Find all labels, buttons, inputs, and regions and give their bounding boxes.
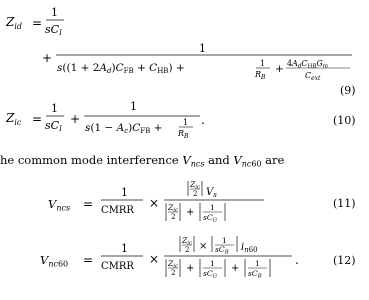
svg-text:+: +	[70, 112, 81, 126]
svg-text:=: =	[83, 197, 94, 211]
svg-text:1: 1	[199, 42, 206, 55]
svg-text:1: 1	[51, 102, 58, 115]
equation-12	[40, 236, 356, 280]
svg-text:.: .	[201, 113, 205, 127]
svg-text:Vnc60: $V_{nc}60$	[40, 253, 69, 269]
body-sentence	[0, 153, 285, 169]
equation-12-number: (12)	[333, 254, 356, 267]
svg-text:+: +	[186, 263, 195, 274]
svg-text:1: 1	[51, 6, 58, 19]
svg-text:2: 2	[171, 213, 176, 221]
svg-text:Zic: $Z_{ic}$	[182, 236, 193, 247]
svg-text:s(1 − Ac)CFB +: s(1 − Ac)CFB +	[85, 122, 163, 135]
svg-text:2: 2	[193, 190, 198, 198]
svg-text:2: 2	[171, 269, 176, 277]
svg-text:Zic: $Z_{ic}$	[6, 111, 22, 127]
svg-text:CMRR: CMRR	[101, 261, 134, 272]
svg-text:in60: $i_n60$	[241, 242, 258, 254]
svg-text:1: 1	[210, 259, 215, 268]
svg-text:Zic: $Z_{ic}$	[190, 180, 201, 191]
svg-text:sCG: $sC_G$	[203, 269, 217, 280]
svg-text:.: .	[295, 253, 299, 267]
svg-text:1: 1	[130, 100, 137, 113]
svg-text:Zic: $Z_{ic}$	[168, 259, 179, 270]
svg-text:Zic: $Z_{ic}$	[168, 203, 179, 214]
svg-text:RB: $R_B$	[255, 70, 266, 81]
equation-11-number: (11)	[333, 197, 356, 210]
svg-text:1: 1	[121, 242, 128, 255]
svg-text:×: ×	[149, 196, 160, 210]
svg-text:+: +	[186, 207, 195, 218]
svg-text:sCI: sCI	[45, 23, 62, 37]
svg-text:s((1 + 2Ad)CFB + CHB) +: s((1 + 2Ad)CFB + CHB) +	[57, 62, 185, 75]
svg-text:2: 2	[185, 246, 190, 254]
equation-9	[5, 6, 356, 97]
svg-text:Zid: $Z_{id}$	[6, 15, 23, 31]
svg-text:he common mode interference Vn: he common mode interference $V_{ncs}$ and $V_{nc}60$ are	[0, 153, 285, 169]
svg-text:Vncs: $V_{ncs}$	[48, 197, 71, 213]
svg-text:1: 1	[260, 59, 266, 68]
svg-text:CMRR: CMRR	[101, 205, 134, 216]
svg-text:RB: $R_B$	[178, 129, 189, 140]
svg-text:sCG: $sC_G$	[203, 213, 217, 224]
svg-text:sCB: $sC_B$	[215, 245, 229, 256]
svg-text:+: +	[275, 63, 284, 75]
svg-text:×: ×	[149, 252, 160, 266]
svg-text:1: 1	[183, 118, 189, 127]
svg-text:1: 1	[222, 236, 227, 245]
equation-10-number: (10)	[333, 114, 356, 127]
svg-text:sCI: sCI	[45, 119, 62, 133]
svg-text:+: +	[42, 51, 53, 65]
svg-text:4AdCHBGm: 4AdCHBGm	[287, 59, 328, 70]
svg-text:Cext: $C_{ext}$	[305, 71, 321, 82]
svg-text:1: 1	[255, 259, 260, 268]
svg-text:sCB: $sC_B$	[248, 269, 262, 280]
svg-text:=: =	[83, 253, 94, 267]
equation-11	[48, 180, 356, 224]
equation-10	[5, 100, 356, 140]
svg-text:+: +	[231, 263, 240, 274]
svg-text:=: =	[32, 16, 43, 30]
svg-text:1: 1	[210, 203, 215, 212]
svg-text:1: 1	[121, 186, 128, 199]
svg-text:Vs: $V_s$	[206, 187, 217, 199]
equation-9-number: (9)	[340, 84, 356, 97]
svg-text:=: =	[32, 112, 43, 126]
svg-text:×: ×	[199, 241, 208, 252]
